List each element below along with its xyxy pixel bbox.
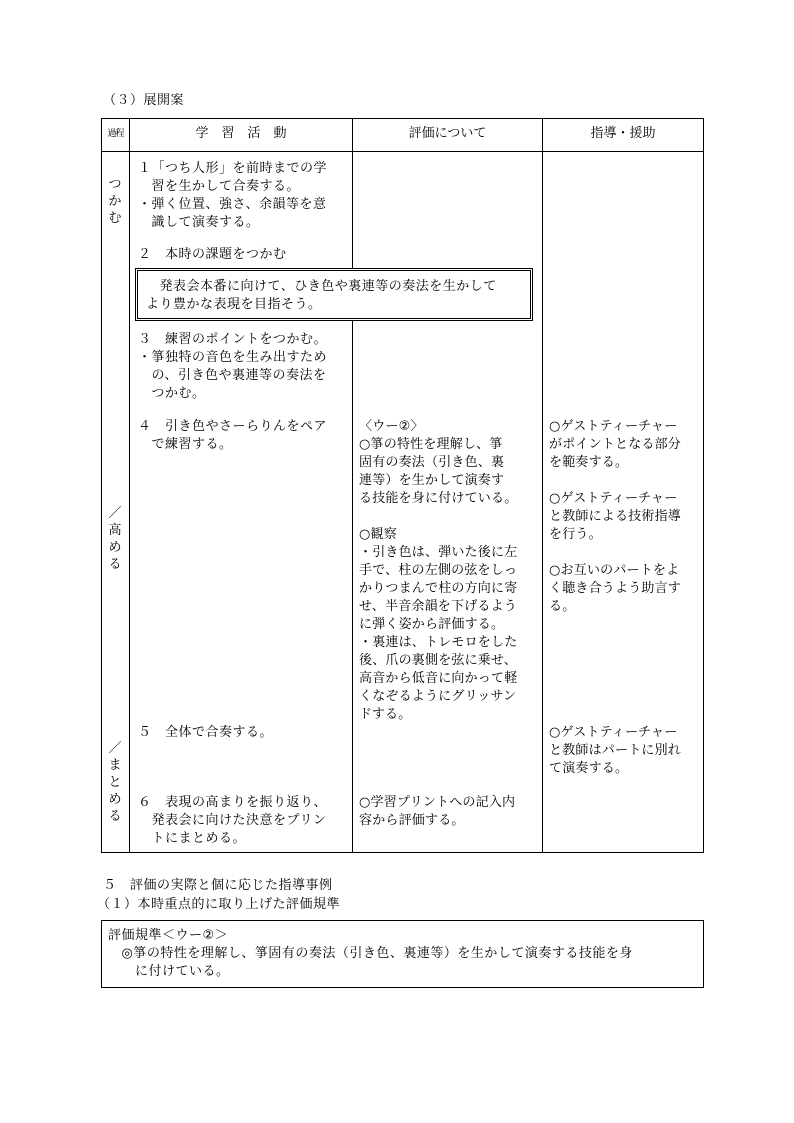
- activity-column-divider: [352, 321, 353, 853]
- criteria-box: [101, 920, 704, 988]
- table-right-border: [703, 118, 704, 853]
- activity-3: ３ 練習のポイントをつかむ。 ・箏独特の音色を生み出すため の、引き色や裏連等の奏法を つかむ。: [138, 332, 328, 401]
- criteria-body: ◎箏の特性を理解し、箏固有の奏法（引き色、裏連等）を生かして演奏する技能を身 に付けている。: [121, 946, 633, 979]
- phase-matomeru: ／ ま と め る: [108, 741, 122, 824]
- activity-1: １「つち人形」を前時までの学 習を生かして合奏する。 ・弾く位置、強さ、余韻等を意 識して演奏する。: [138, 161, 328, 230]
- stage-column-divider: [129, 118, 130, 853]
- activity-6: ６ 表現の高まりを振り返り、 発表会に向けた決意をプリン トにまとめる。: [138, 795, 328, 846]
- lesson-task-box: [135, 268, 533, 321]
- table-left-border: [101, 118, 102, 853]
- evaluation-main: 〈ウー②〉 ○箏の特性を理解し、箏 固有の奏法（引き色、裏 連等）を生かして演奏す る技能を身に付けている。 ○観察 ・引き色は、弾いた後に左 手で、柱の左側の弦をしっ かりつまんで柱の方向に寄 せ、半音余韻を下げるよう に弾く姿から評価する。 ・裏連は、トレモロをした 後、爪の裏側を弦に乗せ、 高音から低音に向かって軽 くなぞるようにグリッサン ドする。: [359, 419, 518, 722]
- header-guidance: 指導・援助: [590, 126, 656, 141]
- section-5-title: ５ 評価の実際と個に応じた指導事例: [103, 878, 333, 893]
- criteria-title: 評価規準＜ウー②＞: [108, 928, 229, 943]
- guidance-main: ○ゲストティーチャー がポイントとなる部分 を範奏する。 ○ゲストティーチャー と教師による技術指導 を行う。 ○お互いのパートをよ く聴き合うよう助言す る。: [549, 419, 682, 614]
- evaluation-column-divider: [542, 118, 543, 853]
- evaluation-print: ○学習プリントへの記入内 容から評価する。: [359, 795, 516, 828]
- lesson-task-text: 発表会本番に向けて、ひき色や裏連等の奏法を生かして より豊かな表現を目指そう。: [146, 279, 497, 312]
- activity-5: ５ 全体で合奏する。: [138, 725, 274, 740]
- header-activity: 学 習 活 動: [195, 126, 287, 141]
- table-bottom-border: [101, 852, 704, 853]
- activity-2: ２ 本時の課題をつかむ: [138, 247, 287, 262]
- header-evaluation: 評価について: [408, 126, 487, 141]
- section-5-subtitle: （１）本時重点的に取り上げた評価規準: [97, 897, 341, 912]
- phase-takameru: ／ 高 め る: [108, 506, 122, 572]
- section-heading: （３）展開案: [103, 93, 185, 108]
- activity-4: ４ 引き色やさーらりんをペア で練習する。: [138, 419, 328, 452]
- table-top-border: [101, 118, 704, 119]
- table-header-divider: [101, 151, 704, 152]
- phase-tsukamu: つ か む: [108, 177, 122, 226]
- guidance-ensemble: ○ゲストティーチャー と教師はパートに別れ て演奏する。: [549, 725, 682, 776]
- header-stage: 過程: [107, 129, 124, 139]
